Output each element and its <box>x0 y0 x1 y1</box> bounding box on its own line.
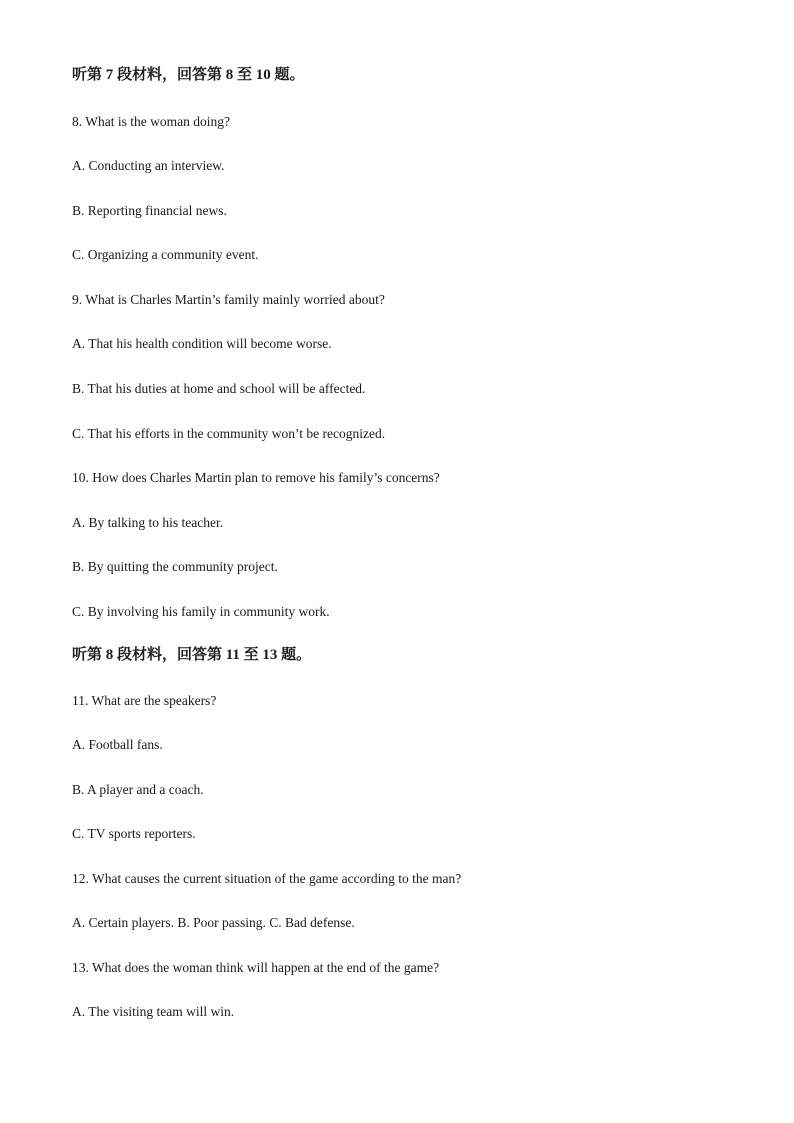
question-10: 10. How does Charles Martin plan to remove his family’s concerns? <box>72 470 440 485</box>
q12-options: A. Certain players. B. Poor passing. C. Bad defense. <box>72 915 355 930</box>
section-7-heading: 听第 7 段材料，回答第 8 至 10 题。 <box>72 67 305 83</box>
q8-option-c: C. Organizing a community event. <box>72 247 259 262</box>
q11-option-b: B. A player and a coach. <box>72 782 204 797</box>
q11-option-a: A. Football fans. <box>72 737 163 752</box>
q8-option-a: A. Conducting an interview. <box>72 158 225 173</box>
question-13: 13. What does the woman think will happen at the end of the game? <box>72 960 440 975</box>
q9-option-b: B. That his duties at home and school will be affected. <box>72 381 366 396</box>
q10-option-b: B. By quitting the community project. <box>72 559 278 574</box>
q8-option-b: B. Reporting financial news. <box>72 203 227 218</box>
q9-option-c: C. That his efforts in the community won’t be recognized. <box>72 426 386 441</box>
question-11: 11. What are the speakers? <box>72 693 217 708</box>
q10-option-c: C. By involving his family in community work. <box>72 604 330 619</box>
q9-option-a: A. That his health condition will become worse. <box>72 336 332 351</box>
question-8: 8. What is the woman doing? <box>72 114 230 129</box>
q13-option-a: A. The visiting team will win. <box>72 1004 235 1019</box>
question-9: 9. What is Charles Martin’s family mainly worried about? <box>72 292 385 307</box>
section-8-heading: 听第 8 段材料，回答第 11 至 13 题。 <box>72 647 312 663</box>
q11-option-c: C. TV sports reporters. <box>72 826 196 841</box>
question-12: 12. What causes the current situation of the game according to the man? <box>72 871 462 886</box>
q10-option-a: A. By talking to his teacher. <box>72 515 224 530</box>
